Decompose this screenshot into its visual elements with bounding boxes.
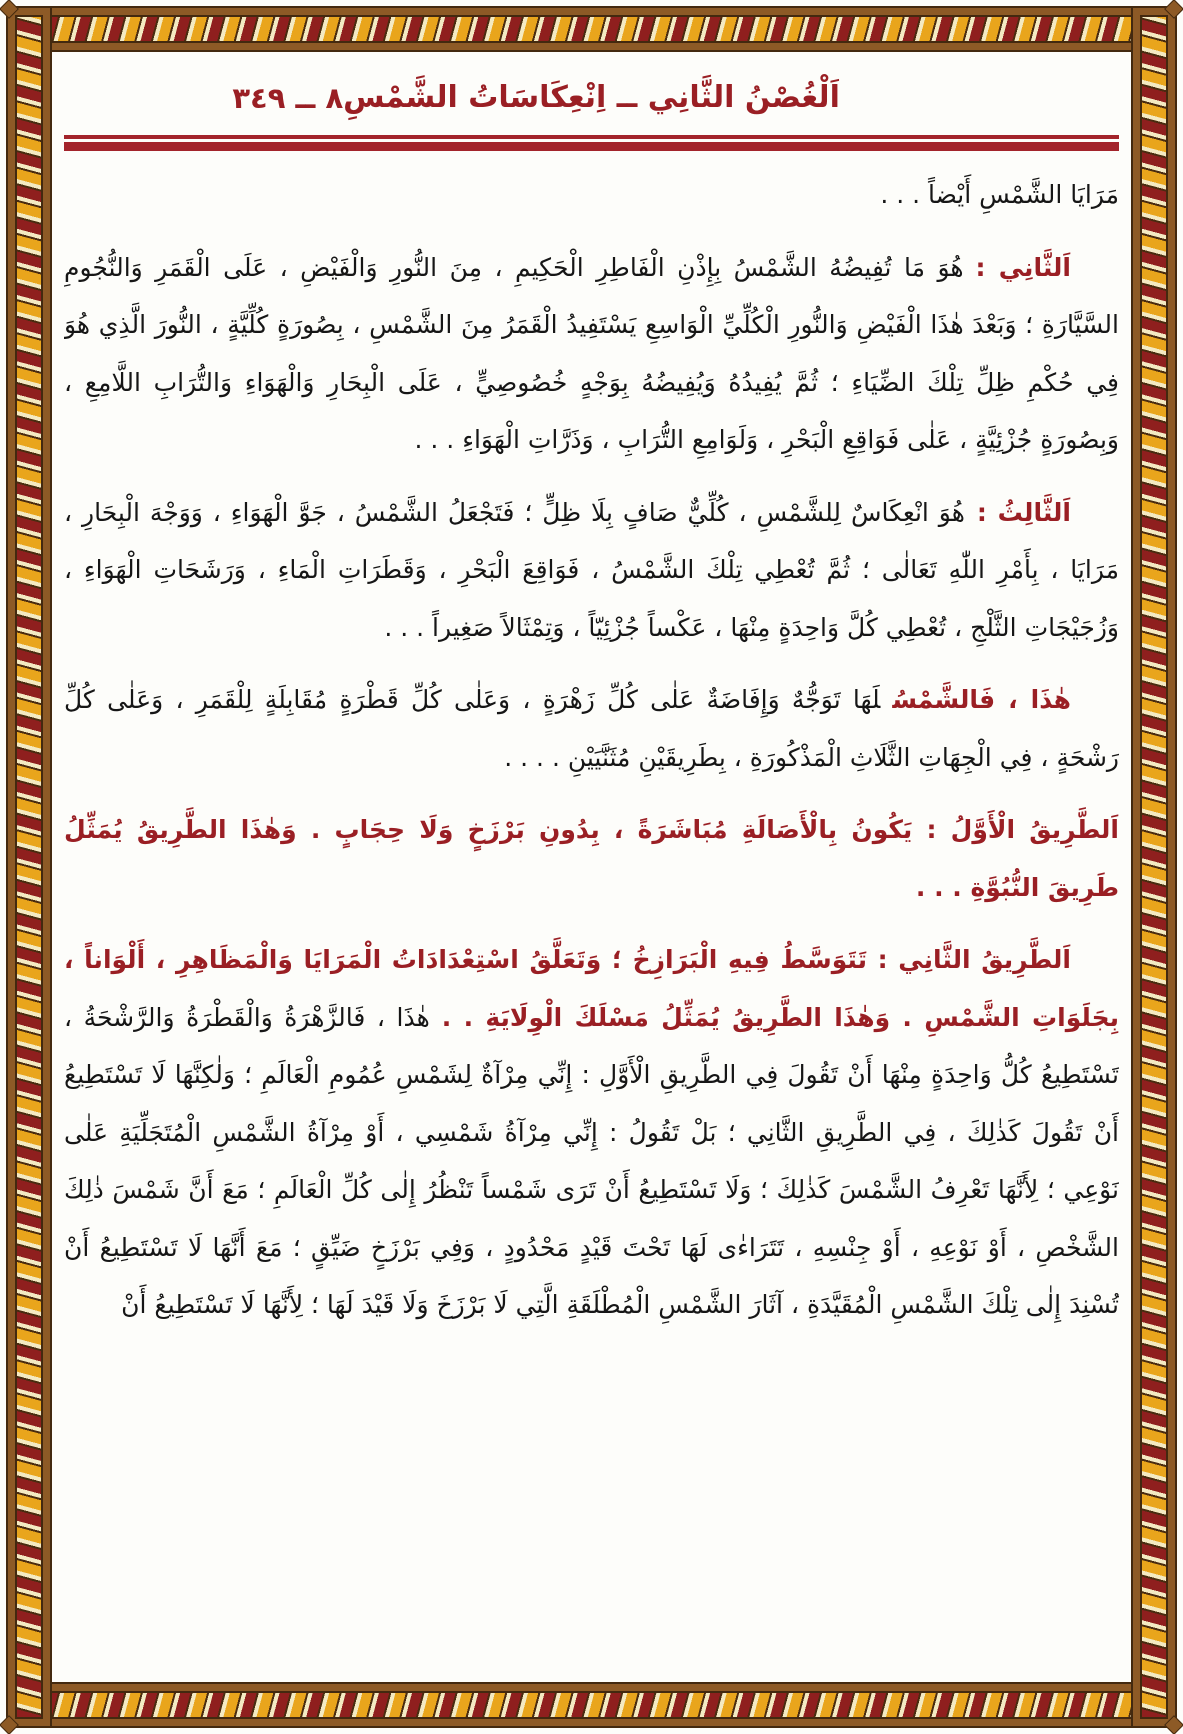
paragraph-lead: اَلطَّرِيقُ الْأَوَّلُ : يَكُونُ بِالْأَصَالَةِ مُبَاشَرَةً ، بِدُونِ بَرْزَخٍ وَلَا حِجَابٍ . وَهٰذَا الطَّرِيقُ يُمَثِّلُ طَرِيقَ النُّبُوَّةِ . . . — [64, 815, 1119, 902]
paragraph-first-way — [64, 801, 1119, 916]
decorative-border-bottom — [8, 1684, 1175, 1726]
paragraph-body: لَهَا تَوَجُّهٌ وَإِفَاضَةٌ عَلٰى كُلِّ زَهْرَةٍ ، وَعَلٰى كُلِّ قَطْرَةٍ مُقَابِلَةٍ لِلْقَمَرِ ، وَعَلٰى كُلِّ رَشْحَةٍ ، فِي الْجِهَاتِ الثَّلَاثِ الْمَذْكُورَةِ ، بِطَرِيقَيْنِ مُثَنَّيَيْنِ . . . . — [64, 685, 1119, 772]
paragraph-body: مَرَايَا الشَّمْسِ أَيْضاً . . . — [880, 180, 1119, 209]
decorative-border-right — [1133, 8, 1175, 1726]
header-double-rule — [64, 135, 1119, 151]
paragraph-lead: اَلثَّانِي : — [975, 252, 1071, 282]
body-text — [64, 166, 1119, 1334]
page-header — [64, 80, 1119, 115]
page-content — [64, 62, 1119, 1678]
paragraph-second-point — [64, 239, 1119, 469]
paragraph-second-way — [64, 931, 1119, 1334]
page-title: اَلْغُصْنُ الثَّانِي ــ اِنْعِكَاسَاتُ الشَّمْسِ — [343, 80, 840, 115]
paragraph-lead: اَلثَّالِثُ : — [976, 497, 1071, 527]
page-number: ٨ ــ ٣٤٩ — [232, 80, 344, 115]
paragraph-body: هٰذَا ، فَالزَّهْرَةُ وَالْقَطْرَةُ وَالرَّشْحَةُ ، تَسْتَطِيعُ كُلُّ وَاحِدَةٍ مِنْهَا أَنْ تَقُولَ فِي الطَّرِيقِ الْأَوَّلِ : إِنِّي مِرْآةٌ لِشَمْسِ عُمُومِ الْعَالَمِ ؛ وَلٰكِنَّهَا لَا تَسْتَطِيعُ أَنْ تَقُولَ كَذٰلِكَ ، فِي الطَّرِيقِ الثَّانِي ؛ بَلْ تَقُولُ : إِنِّي مِرْآةُ شَمْسِي ، أَوْ مِرْآةُ الشَّمْسِ الْمُتَجَلِّيَةِ عَلٰى نَوْعِي ؛ لِأَنَّهَا تَعْرِفُ الشَّمْسَ كَذٰلِكَ ؛ وَلَا تَسْتَطِيعُ أَنْ تَرَى شَمْساً تَنْظُرُ إِلٰى كُلِّ الْعَالَمِ ؛ مَعَ أَنَّ شَمْسَ ذٰلِكَ الشَّخْصِ ، أَوْ نَوْعِهِ ، أَوْ جِنْسِهِ ، تَتَرَاءٰى لَهَا تَحْتَ قَيْدٍ مَحْدُودٍ ، وَفِي بَرْزَخٍ ضَيِّقٍ ؛ مَعَ أَنَّهَا لَا تَسْتَطِيعُ أَنْ تُسْنِدَ إِلٰى تِلْكَ الشَّمْسِ الْمُقَيَّدَةِ ، آثَارَ الشَّمْسِ الْمُطْلَقَةِ الَّتِي لَا بَرْزَخَ وَلَا قَيْدَ لَهَا ؛ لِأَنَّهَا لَا تَسْتَطِيعُ أَنْ — [64, 1002, 1119, 1319]
paragraph-lead: هٰذَا ، فَالشَّمْسُ — [892, 685, 1071, 714]
decorative-border-top — [8, 8, 1175, 50]
paragraph-mirrors-of-sun — [64, 166, 1119, 224]
paragraph-lead: اَلطَّرِيقُ الثَّانِي : تَتَوَسَّطُ فِيهِ الْبَرَازِخُ ؛ وَتَعَلَّقُ اسْتِعْدَادَاتُ الْمَرَايَا وَالْمَظَاهِرِ ، أَلْوَاناً ، بِجَلَوَاتِ الشَّمْسِ . وَهٰذَا الطَّرِيقُ يُمَثِّلُ مَسْلَكَ الْوِلَايَةِ . . — [64, 945, 1119, 1032]
paragraph-body: هُوَ انْعِكَاسٌ لِلشَّمْسِ ، كُلِّيٌّ صَافٍ بِلَا ظِلٍّ ؛ فَتَجْعَلُ الشَّمْسُ ، جَوَّ الْهَوَاءِ ، وَوَجْهَ الْبِحَارِ ، مَرَايَا ، بِأَمْرِ اللّٰهِ تَعَالٰى ؛ ثُمَّ تُعْطِي تِلْكَ الشَّمْسُ ، فَوَاقِعَ الْبَحْرِ ، وَقَطَرَاتِ الْمَاءِ ، وَرَشَحَاتِ الْهَوَاءِ ، وَزُجَيْجَاتِ الثَّلْجِ ، تُعْطِي كُلَّ وَاحِدَةٍ مِنْهَا ، عَكْساً جُزْئِيّاً ، وَتِمْثَالاً صَغِيراً . . . — [64, 497, 1119, 642]
paragraph-third-point — [64, 484, 1119, 657]
decorative-border-left — [8, 8, 50, 1726]
paragraph-thus-the-sun — [64, 671, 1119, 786]
paragraph-body: هُوَ مَا تُفِيضُهُ الشَّمْسُ بِإِذْنِ الْفَاطِرِ الْحَكِيمِ ، مِنَ النُّورِ وَالْفَيْضِ ، عَلَى الْقَمَرِ وَالنُّجُومِ السَّيَّارَةِ ؛ وَبَعْدَ هٰذَا الْفَيْضِ وَالنُّورِ الْكُلِّيِّ الْوَاسِعِ يَسْتَفِيدُ الْقَمَرُ مِنَ الشَّمْسِ ، بِصُورَةٍ كُلِّيَّةٍ ، النُّورَ الَّذِي هُوَ فِي حُكْمِ ظِلِّ تِلْكَ الضِّيَاءِ ؛ ثُمَّ يُفِيدُهُ وَيُفِيضُهُ بِوَجْهٍ خُصُوصِيٍّ ، عَلَى الْبِحَارِ وَالْهَوَاءِ وَالتُّرَابِ اللَّامِعِ ، وَبِصُورَةٍ جُزْئِيَّةٍ ، عَلٰى فَوَاقِعِ الْبَحْرِ ، وَلَوَامِعِ التُّرَابِ ، وَذَرَّاتِ الْهَوَاءِ . . . — [64, 252, 1119, 454]
